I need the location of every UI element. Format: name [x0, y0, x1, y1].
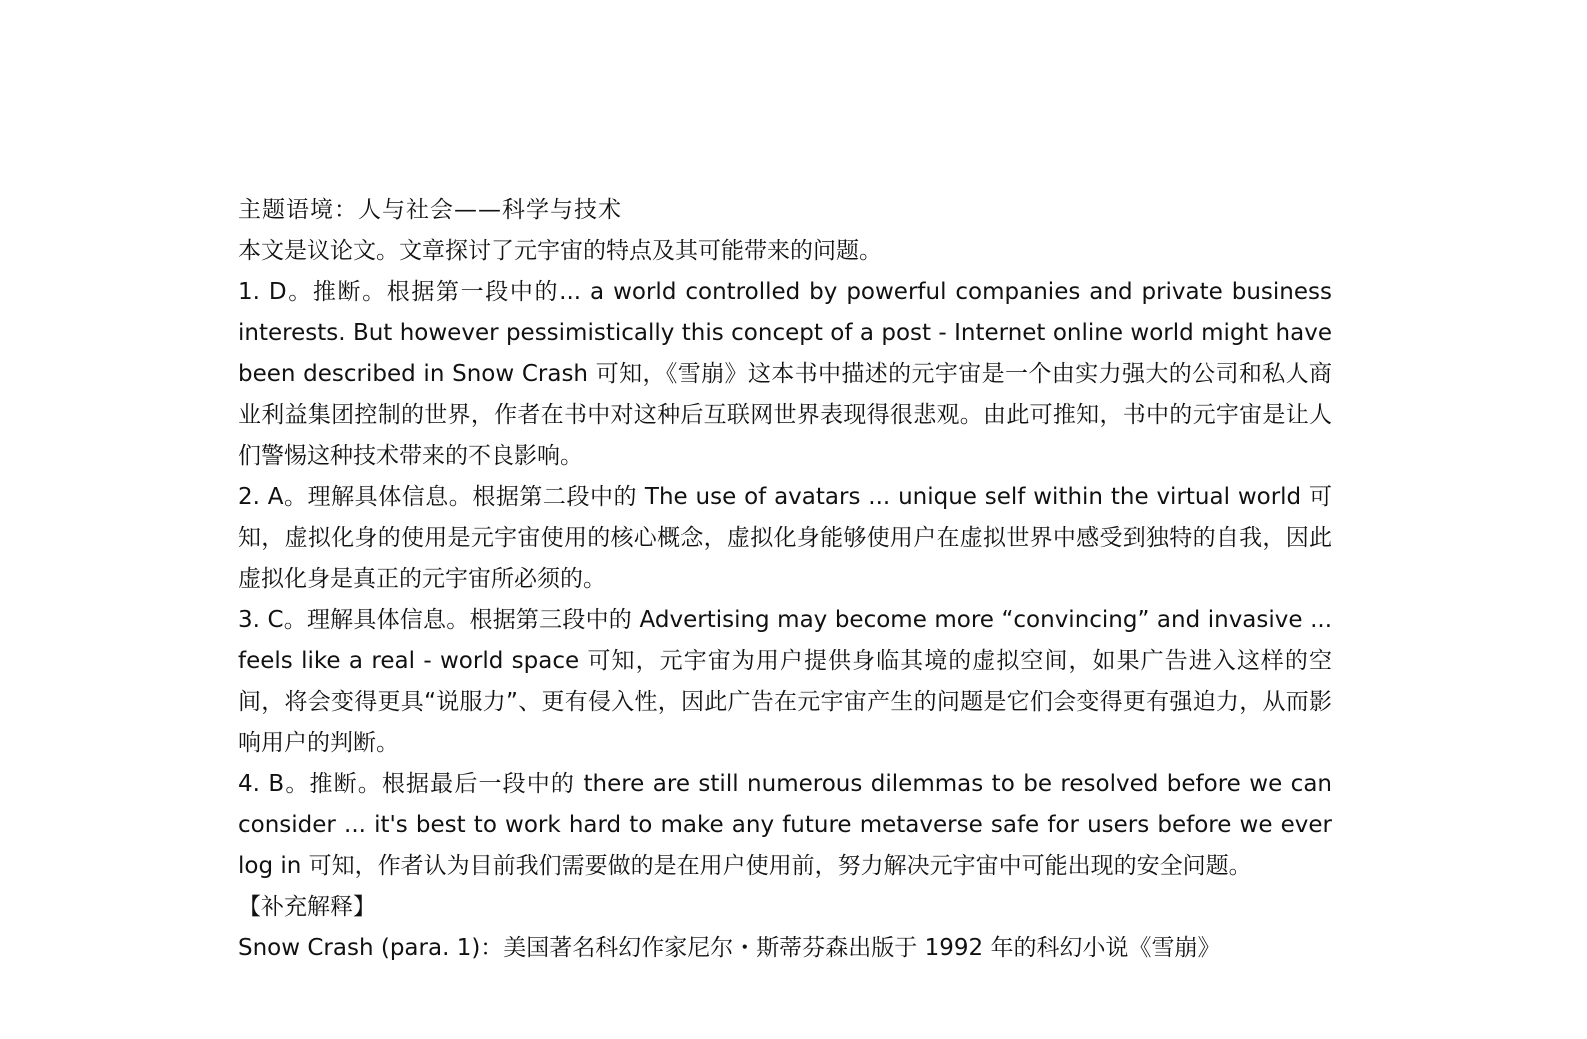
- answer-3-explanation: 3. C。理解具体信息。根据第三段中的 Advertising may become more “convincing” and invasive ... feels like a real - world space 可知，元宇宙为用户提供身临其境的虚拟空间，如果广告进入这样的空间，将会变得更具“说服力”、更有侵入性，因此广告在元宇宙产生的问题是它们会变得更有强迫力，从而影响用户的判断。: [238, 607, 1332, 756]
- supplement-text: Snow Crash (para. 1)：美国著名科幻作家尼尔・斯蒂芬森出版于 1992 年的科幻小说《雪崩》: [238, 935, 1221, 961]
- summary-line: 本文是议论文。文章探讨了元宇宙的特点及其可能带来的问题。: [238, 238, 882, 264]
- theme-line: 主题语境：人与社会——科学与技术: [238, 197, 622, 223]
- supplement-heading: 【补充解释】: [238, 894, 376, 920]
- answer-2-explanation: 2. A。理解具体信息。根据第二段中的 The use of avatars ... unique self within the virtual world 可知，虚拟化身的使用是元宇宙使用的核心概念，虚拟化身能够使用户在虚拟世界中感受到独特的自我，因此虚拟化身是真正的元宇宙所必须的。: [238, 484, 1332, 592]
- document-page: [238, 190, 1332, 969]
- answer-1-explanation: 1. D。推断。根据第一段中的... a world controlled by powerful companies and private business interests. But however pessimistically this concept of a post - Internet online world might have been described in Snow Crash 可知，《雪崩》这本书中描述的元宇宙是一个由实力强大的公司和私人商业利益集团控制的世界，作者在书中对这种后互联网世界表现得很悲观。由此可推知，书中的元宇宙是让人们警惕这种技术带来的不良影响。: [238, 279, 1332, 469]
- answer-4-explanation: 4. B。推断。根据最后一段中的 there are still numerous dilemmas to be resolved before we can consider ... it's best to work hard to make any future metaverse safe for users before we ever log in 可知，作者认为目前我们需要做的是在用户使用前，努力解决元宇宙中可能出现的安全问题。: [238, 771, 1332, 879]
